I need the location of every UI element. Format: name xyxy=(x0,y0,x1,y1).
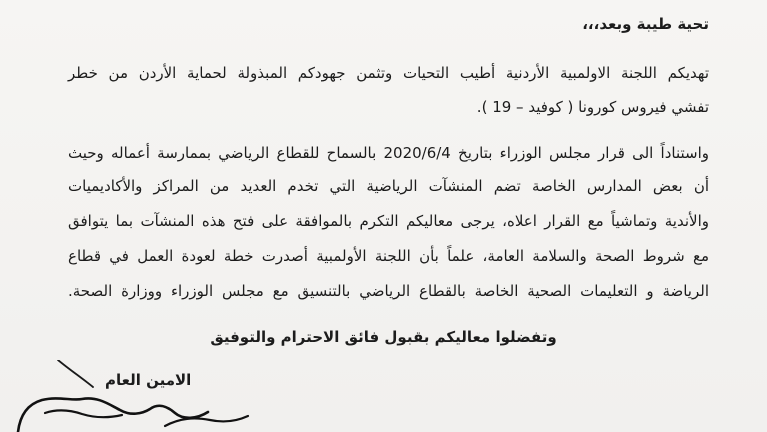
paragraph2-line5: الرياضة و التعليمات الصحية الخاصة بالقطاع الرياضي بالتنسيق مع مجلس الوزراء ووزارة الصحة. xyxy=(68,282,709,300)
paragraph2-line1: واستناداً الى قرار مجلس الوزراء بتاريخ 2020/6/4 بالسماح للقطاع الرياضي بممارسة أعماله وحيث xyxy=(68,144,709,162)
signature-mark xyxy=(0,360,290,432)
paragraph1-line2: تفشي فيروس كورونا ( كوفيد – 19 ). xyxy=(476,98,709,116)
paragraph2-line2: أن بعض المدارس الخاصة تضم المنشآت الرياضية التي تخدم العديد من المراكز والأكاديميات xyxy=(68,177,709,195)
paragraph2-line4: مع شروط الصحة والسلامة العامة، علماً بأن اللجنة الأولمبية أصدرت خطة لعودة العمل في قطاع xyxy=(68,247,709,265)
paragraph2-line3: والأندية وتماشياً مع القرار اعلاه، يرجى معاليكم التكرم بالموافقة على فتح هذه المنشآت بما يتوافق xyxy=(68,212,709,230)
closing-line: وتفضلوا معاليكم بقبول فائق الاحترام والتوفيق xyxy=(210,328,557,346)
signatory-title: الامين العام xyxy=(105,371,192,389)
paragraph1-line1: تهديكم اللجنة الاولمبية الأردنية أطيب التحيات وتثمن جهودكم المبذولة لحماية الأردن من خطر xyxy=(68,64,709,82)
greeting: تحية طيبة وبعد،،، xyxy=(582,15,709,33)
